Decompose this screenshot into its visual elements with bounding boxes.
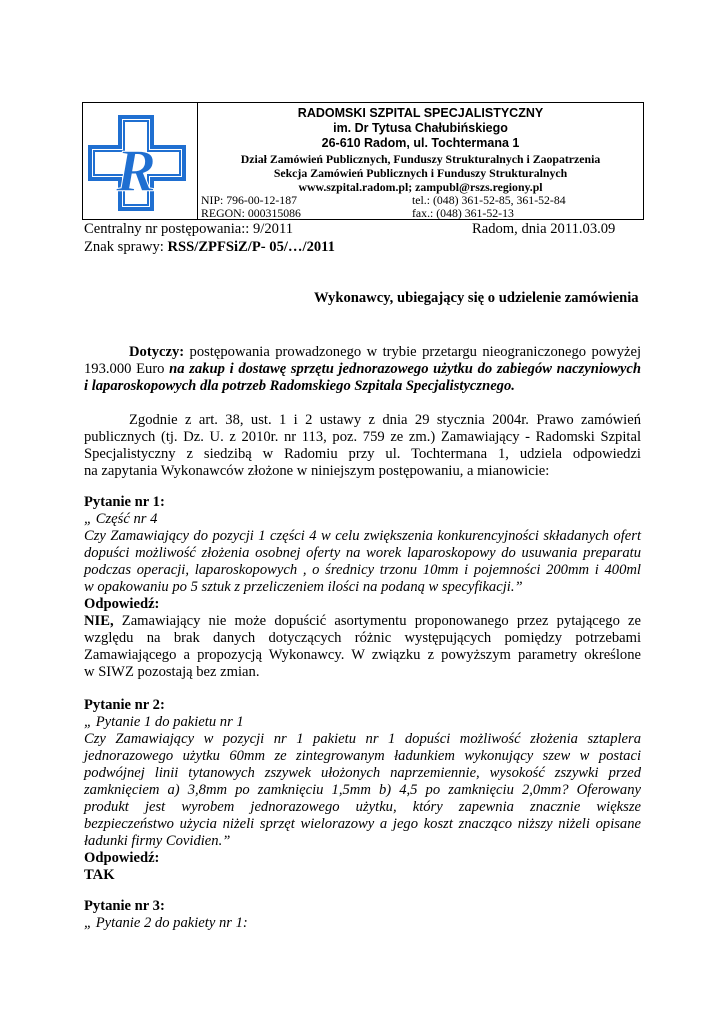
answer-1-line: względu na brak danych dotyczących różnic występujących pomiędzy potrzebami bbox=[84, 630, 641, 646]
logo-cell bbox=[83, 103, 198, 219]
answer-1-line: w SIWZ pozostają bez zmian. bbox=[84, 664, 260, 680]
addressee: Wykonawcy, ubiegający się o udzielenie zamówienia bbox=[314, 290, 639, 306]
intro-line: publicznych (tj. Dz. U. z 2010r. nr 113, poz. 759 ze zm.) Zamawiający - Radomski Szpital bbox=[84, 429, 641, 445]
question-2-line: podwójnej linii tytanowych zszywek ułożonych naprzemiennie, wysokość zszywki przed bbox=[84, 765, 641, 781]
subject-text: postępowania prowadzonego w trybie przetargu nieograniczonego powyżej bbox=[184, 344, 641, 360]
answer-2-label: Odpowiedź: bbox=[84, 850, 160, 866]
subject-line-2 bbox=[84, 361, 641, 378]
question-1-line: Czy Zamawiający do pozycji 1 części 4 w celu zwiększenia konkurencyjności składanych ofert bbox=[84, 528, 641, 544]
section-line: Sekcja Zamówień Publicznych i Funduszy Strukturalnych bbox=[273, 166, 568, 180]
intro-line: Zgodnie z art. 38, ust. 1 i 2 ustawy z dnia 29 stycznia 2004r. Prawo zamówień bbox=[129, 412, 641, 428]
answer-1-no: NIE, bbox=[84, 613, 114, 629]
subject-title-1: na zakup i dostawę sprzętu jednorazowego użytku do zabiegów naczyniowych bbox=[169, 361, 641, 377]
question-1-title: Pytanie nr 1: bbox=[84, 494, 165, 510]
case-sign bbox=[84, 239, 335, 256]
letterhead bbox=[82, 102, 644, 220]
answer-1-line: NIE, Zamawiający nie może dopuścić asortymentu proponowanego przez pytającego ze bbox=[84, 613, 641, 629]
answer-1-label: Odpowiedź: bbox=[84, 596, 160, 612]
question-2-line: bezpieczeństwo użycia niżeli sprzęt wielorazowy a jego koszt znacząco niższy niżeli opisane bbox=[84, 816, 641, 832]
question-3-title: Pytanie nr 3: bbox=[84, 898, 165, 914]
subject-line-1 bbox=[84, 344, 641, 361]
regon-number: REGON: 000315086 bbox=[201, 206, 301, 220]
place-date: Radom, dnia 2011.03.09 bbox=[472, 221, 616, 237]
hospital-patron: im. Dr Tytusa Chałubińskiego bbox=[333, 121, 508, 135]
hospital-logo-icon bbox=[86, 113, 190, 213]
intro-line: Specjalistyczny z siedzibą w Radomiu przy ul. Tochtermana 1, udziela odpowiedzi bbox=[84, 446, 641, 462]
case-number: Centralny nr postępowania:: 9/2011 bbox=[84, 221, 294, 237]
hospital-address: 26-610 Radom, ul. Tochtermana 1 bbox=[321, 136, 520, 150]
question-2-line: jednorazowego użytku 60mm ze zintegrowanym ładunkiem wykonujący szew w postaci bbox=[84, 748, 641, 764]
answer-1-line: Zamawiającego a propozycją Wykonawcy. W związku z powyższym parametry określone bbox=[84, 647, 641, 663]
logo-letter: R bbox=[115, 138, 157, 204]
question-2-line: zamknięciem a) 3,8mm po zamknięciu 1,5mm b) 4,5 po zamknięciu 2,0mm? Oferowany bbox=[84, 782, 641, 798]
case-sign-label: Znak sprawy: bbox=[84, 239, 168, 255]
question-2-line: Czy Zamawiający w pozycji nr 1 pakietu nr 1 dopuści możliwość złożenia sztaplera bbox=[84, 731, 641, 747]
subject-label: Dotyczy: bbox=[129, 344, 185, 360]
question-1-line: dopuści możliwość złożenia osobnej oferty na worek laparoskopowy do usuwania preparatu bbox=[84, 545, 641, 561]
case-sign-value: RSS/ZPFSiZ/P- 05/…/2011 bbox=[167, 239, 335, 255]
nip-number: NIP: 796-00-12-187 bbox=[201, 193, 298, 207]
question-1-line: podczas operacji, laparoskopowych , o średnicy trzonu 10mm i pojemności 200mm i 400ml bbox=[84, 562, 641, 578]
letterhead-text bbox=[198, 103, 643, 219]
question-2-line: produkt jest wyrobem jednorazowego użytku, który zapewnia znacznie większe bbox=[84, 799, 641, 815]
question-2-title: Pytanie nr 2: bbox=[84, 697, 165, 713]
department-line: Dział Zamówień Publicznych, Funduszy Strukturalnych i Zaopatrzenia bbox=[240, 152, 601, 166]
question-2-line: ładunki firmy Covidien.” bbox=[84, 833, 231, 849]
answer-2-text: TAK bbox=[84, 867, 115, 883]
fax: fax.: (048) 361-52-13 bbox=[412, 206, 514, 220]
question-3-ref: „ Pytanie 2 do pakiety nr 1: bbox=[84, 915, 248, 931]
subject-title-2: i laparoskopowych dla potrzeb Radomskiego Szpitala Specjalistycznego. bbox=[84, 378, 515, 394]
telephone: tel.: (048) 361-52-85, 361-52-84 bbox=[412, 193, 566, 207]
intro-line: na zapytania Wykonawców złożone w niniejszym postępowaniu, a mianowicie: bbox=[84, 463, 550, 479]
question-1-ref: „ Część nr 4 bbox=[84, 511, 158, 527]
question-1-line: w opakowaniu po 5 sztuk z przeliczeniem ilości na podaną w specyfikacji.” bbox=[84, 579, 523, 595]
subject-amount: 193.000 Euro bbox=[84, 361, 170, 377]
hospital-name: RADOMSKI SZPITAL SPECJALISTYCZNY bbox=[297, 106, 544, 120]
question-2-ref: „ Pytanie 1 do pakietu nr 1 bbox=[84, 714, 244, 730]
web-email-line: www.szpital.radom.pl; zampubl@rszs.regiony.pl bbox=[298, 180, 543, 194]
